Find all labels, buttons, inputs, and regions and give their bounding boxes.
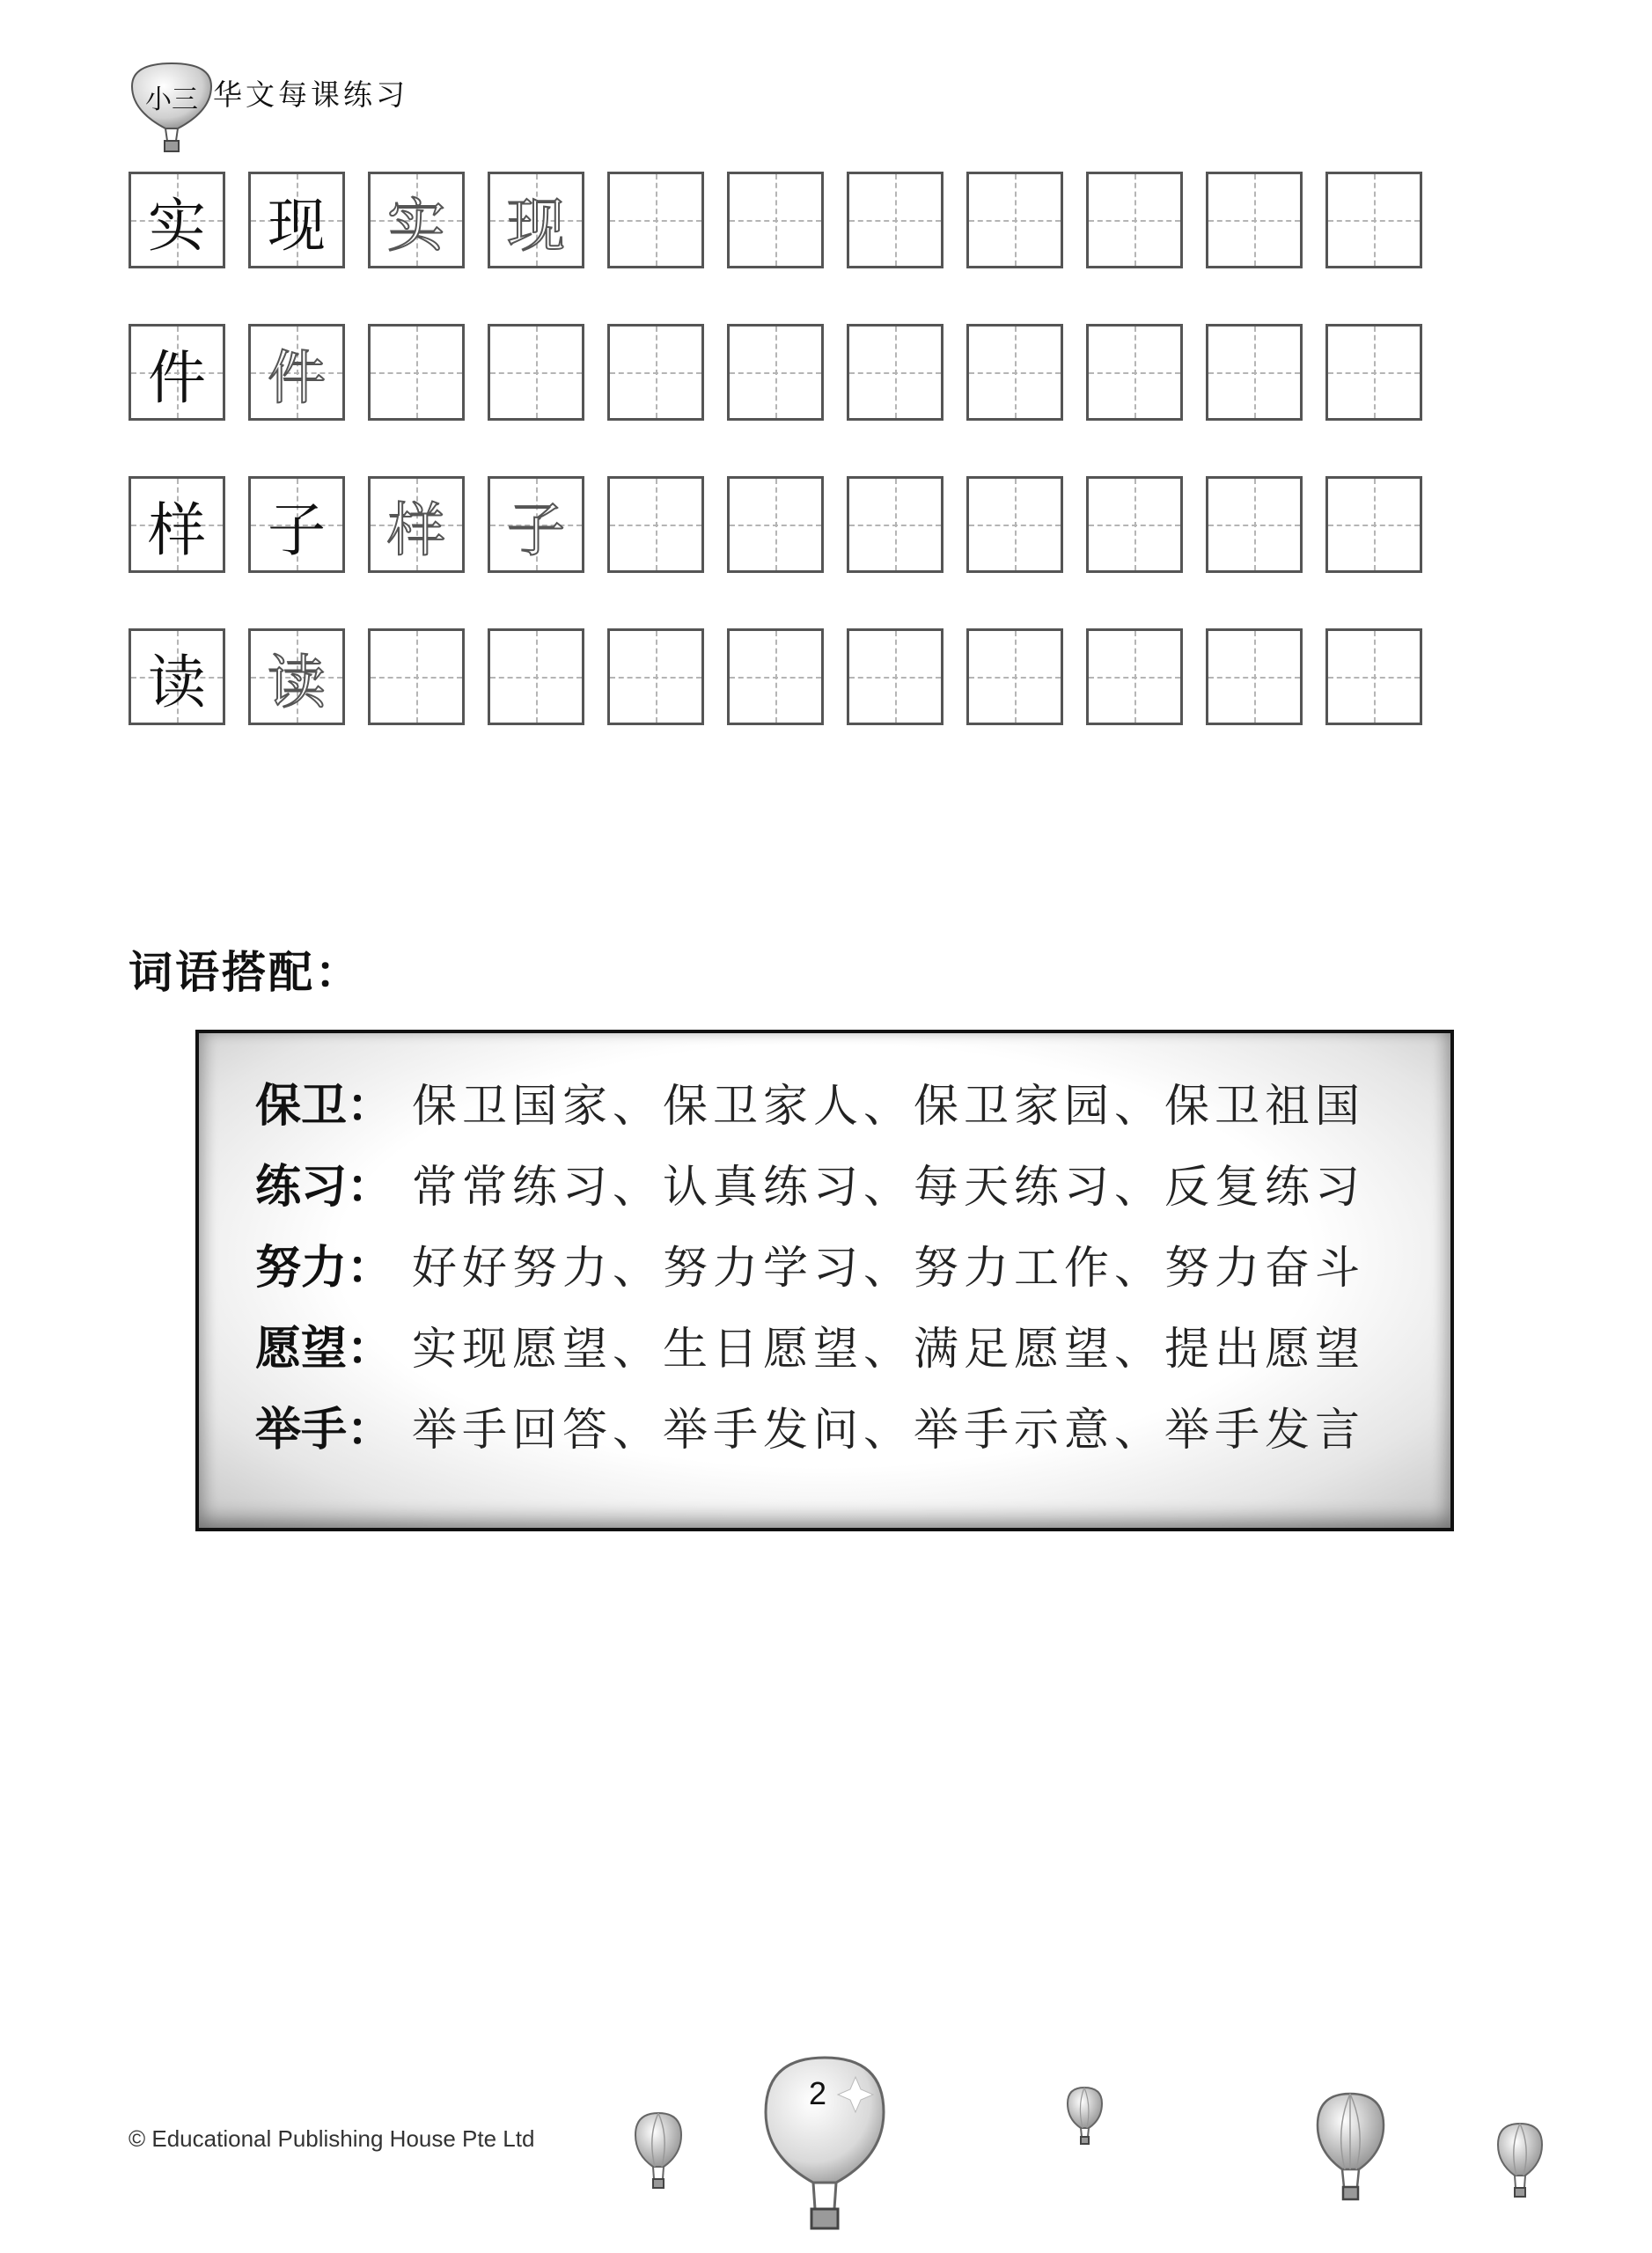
writing-practice-grid bbox=[128, 172, 1422, 781]
trace-character: 读 bbox=[268, 648, 326, 716]
model-character-cell bbox=[128, 628, 225, 725]
writing-cell[interactable] bbox=[368, 628, 465, 725]
writing-cell[interactable] bbox=[1325, 628, 1422, 725]
hot-air-balloon-icon bbox=[1065, 2086, 1105, 2149]
collocation-items: 实现愿望、生日愿望、满足愿望、提出愿望 bbox=[412, 1324, 1366, 1376]
word-collocation-box bbox=[195, 1030, 1454, 1531]
writing-cell[interactable] bbox=[1325, 324, 1422, 421]
model-character-cell bbox=[128, 324, 225, 421]
collocation-items: 好好努力、努力学习、努力工作、努力奋斗 bbox=[412, 1243, 1366, 1295]
practice-row bbox=[128, 324, 1422, 421]
collocation-row bbox=[255, 1149, 1450, 1230]
collocation-label: 举手： bbox=[255, 1404, 393, 1457]
model-character-cell bbox=[248, 172, 345, 268]
trace-character: 子 bbox=[507, 495, 565, 564]
hot-air-balloon-icon bbox=[1494, 2121, 1546, 2202]
writing-cell[interactable] bbox=[488, 324, 584, 421]
hot-air-balloon-icon bbox=[1313, 2090, 1388, 2209]
writing-cell[interactable] bbox=[488, 628, 584, 725]
model-character-cell bbox=[368, 172, 465, 268]
model-character: 子 bbox=[268, 495, 326, 564]
writing-cell[interactable] bbox=[1086, 628, 1183, 725]
collocation-row bbox=[255, 1068, 1450, 1149]
model-character: 件 bbox=[148, 343, 206, 412]
section-heading: 词语搭配： bbox=[128, 947, 362, 998]
writing-cell[interactable] bbox=[1206, 628, 1303, 725]
writing-cell[interactable] bbox=[607, 324, 704, 421]
collocation-items: 保卫国家、保卫家人、保卫家园、保卫祖国 bbox=[412, 1081, 1366, 1133]
writing-cell[interactable] bbox=[966, 324, 1063, 421]
writing-cell[interactable] bbox=[966, 476, 1063, 573]
model-character: 样 bbox=[148, 495, 206, 564]
collocation-items: 举手回答、举手发问、举手示意、举手发言 bbox=[412, 1405, 1366, 1457]
writing-cell[interactable] bbox=[847, 172, 943, 268]
writing-cell[interactable] bbox=[727, 324, 824, 421]
writing-cell[interactable] bbox=[966, 172, 1063, 268]
trace-character: 样 bbox=[387, 495, 445, 564]
model-character-cell bbox=[488, 172, 584, 268]
writing-cell[interactable] bbox=[727, 476, 824, 573]
writing-cell[interactable] bbox=[727, 172, 824, 268]
model-character-cell bbox=[248, 476, 345, 573]
model-character-cell bbox=[248, 324, 345, 421]
collocation-row bbox=[255, 1311, 1450, 1392]
writing-cell[interactable] bbox=[1086, 476, 1183, 573]
collocation-row bbox=[255, 1230, 1450, 1311]
writing-cell[interactable] bbox=[1325, 476, 1422, 573]
model-character-cell bbox=[128, 476, 225, 573]
collocation-label: 努力： bbox=[255, 1242, 393, 1295]
collocation-label: 愿望： bbox=[255, 1323, 393, 1376]
writing-cell[interactable] bbox=[966, 628, 1063, 725]
model-character: 读 bbox=[148, 648, 206, 716]
model-character: 现 bbox=[268, 191, 326, 260]
writing-cell[interactable] bbox=[607, 628, 704, 725]
page-header bbox=[123, 60, 651, 157]
trace-character: 现 bbox=[507, 191, 565, 260]
collocation-row bbox=[255, 1392, 1450, 1473]
model-character-cell bbox=[488, 476, 584, 573]
writing-cell[interactable] bbox=[847, 628, 943, 725]
model-character-cell bbox=[248, 628, 345, 725]
trace-character: 件 bbox=[268, 343, 326, 412]
model-character-cell bbox=[368, 476, 465, 573]
writing-cell[interactable] bbox=[847, 324, 943, 421]
practice-row bbox=[128, 476, 1422, 573]
writing-cell[interactable] bbox=[1206, 324, 1303, 421]
writing-cell[interactable] bbox=[1086, 324, 1183, 421]
writing-cell[interactable] bbox=[1086, 172, 1183, 268]
writing-cell[interactable] bbox=[607, 476, 704, 573]
model-character-cell bbox=[128, 172, 225, 268]
collocation-label: 练习： bbox=[255, 1161, 393, 1214]
writing-cell[interactable] bbox=[847, 476, 943, 573]
writing-cell[interactable] bbox=[1206, 172, 1303, 268]
hot-air-balloon-icon bbox=[632, 2110, 685, 2194]
grade-label: 小三 bbox=[145, 84, 198, 115]
writing-cell[interactable] bbox=[1206, 476, 1303, 573]
collocation-items: 常常练习、认真练习、每天练习、反复练习 bbox=[412, 1162, 1366, 1214]
book-title: 华文每课练习 bbox=[213, 77, 408, 112]
writing-cell[interactable] bbox=[1325, 172, 1422, 268]
trace-character: 实 bbox=[387, 191, 445, 260]
writing-cell[interactable] bbox=[368, 324, 465, 421]
writing-cell[interactable] bbox=[727, 628, 824, 725]
practice-row bbox=[128, 172, 1422, 268]
writing-cell[interactable] bbox=[607, 172, 704, 268]
model-character: 实 bbox=[148, 191, 206, 260]
collocation-label: 保卫： bbox=[255, 1080, 393, 1133]
practice-row bbox=[128, 628, 1422, 725]
copyright-text: © Educational Publishing House Pte Ltd bbox=[128, 2125, 535, 2152]
page-number: 2 bbox=[808, 2075, 827, 2111]
